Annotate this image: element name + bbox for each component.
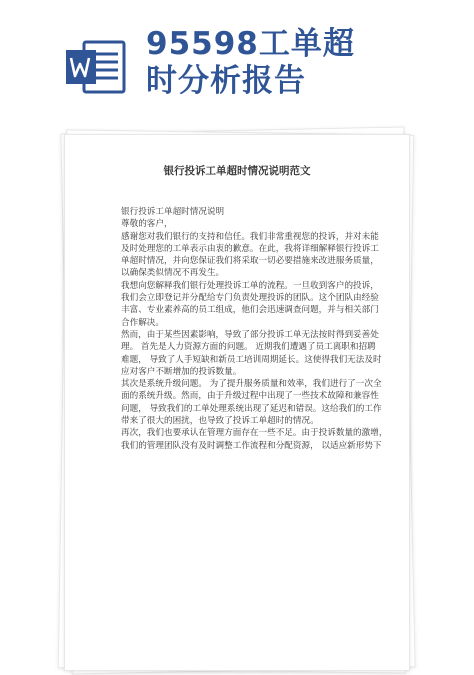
paragraph-line: 银行投诉工单超时情况说明: [121, 207, 225, 217]
paragraph-line: 问题， 导致我们的工单处理系统出现了延迟和错误。这给我们的工作: [121, 403, 382, 414]
document-paragraph: [121, 206, 371, 218]
paragraph-line: 其次是系统升级问题。 为了提升服务质量和效率，我们进行了一次全: [121, 379, 382, 390]
paragraph-line: 再次，我们也要承认在管理方面存在一些不足。由于投诉数量的激增，: [121, 428, 388, 439]
paragraph-line: 我想向您解释我们银行处理投诉工单的流程。一旦收到客户的投诉，: [121, 280, 379, 291]
paragraph-line: 难题， 导致了人手短缺和新员工培训周期延长。这使得我们无法及时: [121, 354, 382, 365]
paragraph-line: 面的系统升级。然而，由于升级过程中出现了一些技术故障和兼容性: [121, 391, 379, 402]
paragraph-line: 应对客户不断增加的投诉数量。: [121, 366, 242, 377]
paragraph-line: 我们会立即登记并分配给专门负责处理投诉的团队。这个团队由经验: [121, 293, 379, 304]
word-document-icon: [64, 38, 128, 96]
report-title-line1: 95598工单超: [146, 26, 355, 62]
report-title-line2: 时分析报告: [146, 63, 306, 99]
header-banner: [0, 0, 474, 118]
paragraph-line: 单超时情况，并向您保证我们将采取一切必要措施来改进服务质量，: [121, 256, 379, 267]
document-paragraph: [121, 378, 382, 427]
document-heading: 银行投诉工单超时情况说明范文: [163, 165, 311, 177]
paragraph-line: 丰富、专业素养高的员工组成，他们会迅速调查问题，并与相关部门: [121, 305, 379, 316]
paragraph-line: 合作解决。: [121, 317, 164, 328]
paragraph-line: 我们的管理团队没有及时调整工作流程和分配资源， 以适应新形势下: [121, 440, 382, 451]
document-preview: [56, 128, 418, 669]
document-paragraph: [121, 231, 379, 280]
paragraph-line: 及时处理您的工单表示由衷的歉意。在此，我将详细解释银行投诉工: [121, 243, 379, 254]
document-page: [64, 134, 410, 671]
document-paragraph: [121, 329, 382, 378]
document-paragraph: [121, 218, 371, 230]
paragraph-line: 然而，由于某些因素影响，导致了部分投诉工单无法按时得到妥善处: [121, 329, 379, 340]
paragraph-line: 带来了很大的困扰，也导致了投诉工单超时的情况。: [121, 416, 319, 427]
document-paragraph: [121, 427, 388, 452]
paragraph-line: 以确保类似情况不再发生。: [121, 268, 225, 279]
paragraph-line: 感谢您对我们银行的支持和信任。我们非常重视您的投诉，并对未能: [121, 231, 379, 242]
document-body: [121, 206, 388, 452]
paragraph-line: 理。 首先是人力资源方面的问题。 近期我们遭遇了员工离职和招聘: [121, 342, 376, 353]
document-paragraph: [121, 280, 379, 329]
report-title: [146, 26, 466, 100]
paragraph-line: 尊敬的客户，: [121, 219, 173, 230]
